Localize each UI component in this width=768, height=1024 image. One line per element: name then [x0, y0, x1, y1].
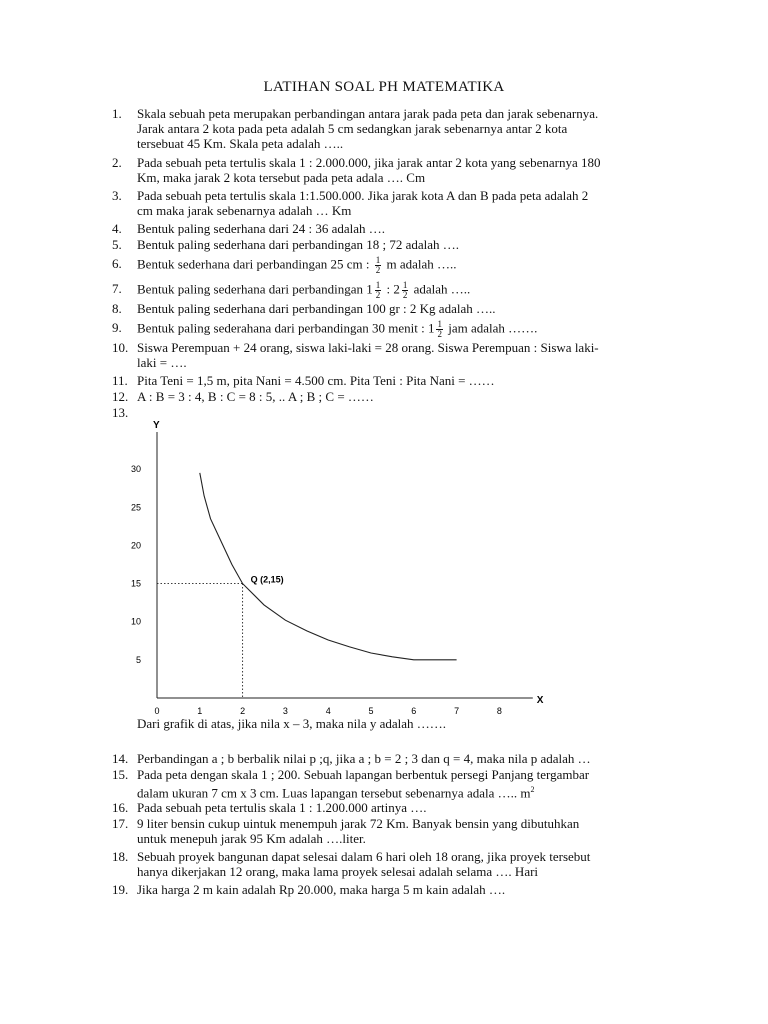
x-tick-label: 5 — [368, 706, 374, 716]
x-tick-label: 6 — [411, 706, 417, 716]
x-tick-label: 3 — [282, 706, 288, 716]
y-tick-label: 30 — [130, 464, 141, 475]
x-tick-label: 2 — [240, 706, 246, 716]
y-tick-label: 10 — [130, 616, 141, 627]
x-axis-label: X — [536, 695, 544, 706]
point-annotation: Q (2,15) — [250, 574, 284, 585]
y-tick-label: 15 — [130, 578, 141, 589]
fraction: $\frac{1}{2}$ — [437, 319, 442, 339]
y-tick-label: 5 — [135, 654, 141, 665]
question-13-text: Dari grafik di atas, jika nila x – 3, maka nila y adalah ……. — [137, 716, 447, 731]
x-tick-label: 4 — [325, 706, 331, 716]
page-title: LATIHAN SOAL PH MATEMATIKA — [263, 79, 505, 95]
x-tick-label: 7 — [454, 706, 460, 716]
curve-chart — [120, 418, 560, 718]
y-tick-label: 20 — [130, 540, 141, 551]
x-tick-label: 1 — [197, 706, 203, 716]
y-axis-label: Y — [153, 420, 160, 431]
x-tick-label: 0 — [154, 706, 160, 716]
fraction: $\frac{1}{2}$ — [375, 255, 381, 275]
fraction: $\frac{1}{2}$ — [375, 280, 381, 300]
x-tick-label: 8 — [496, 706, 502, 716]
series-line — [200, 473, 457, 660]
y-tick-label: 25 — [130, 502, 141, 513]
fraction: $\frac{1}{2}$ — [402, 280, 408, 300]
